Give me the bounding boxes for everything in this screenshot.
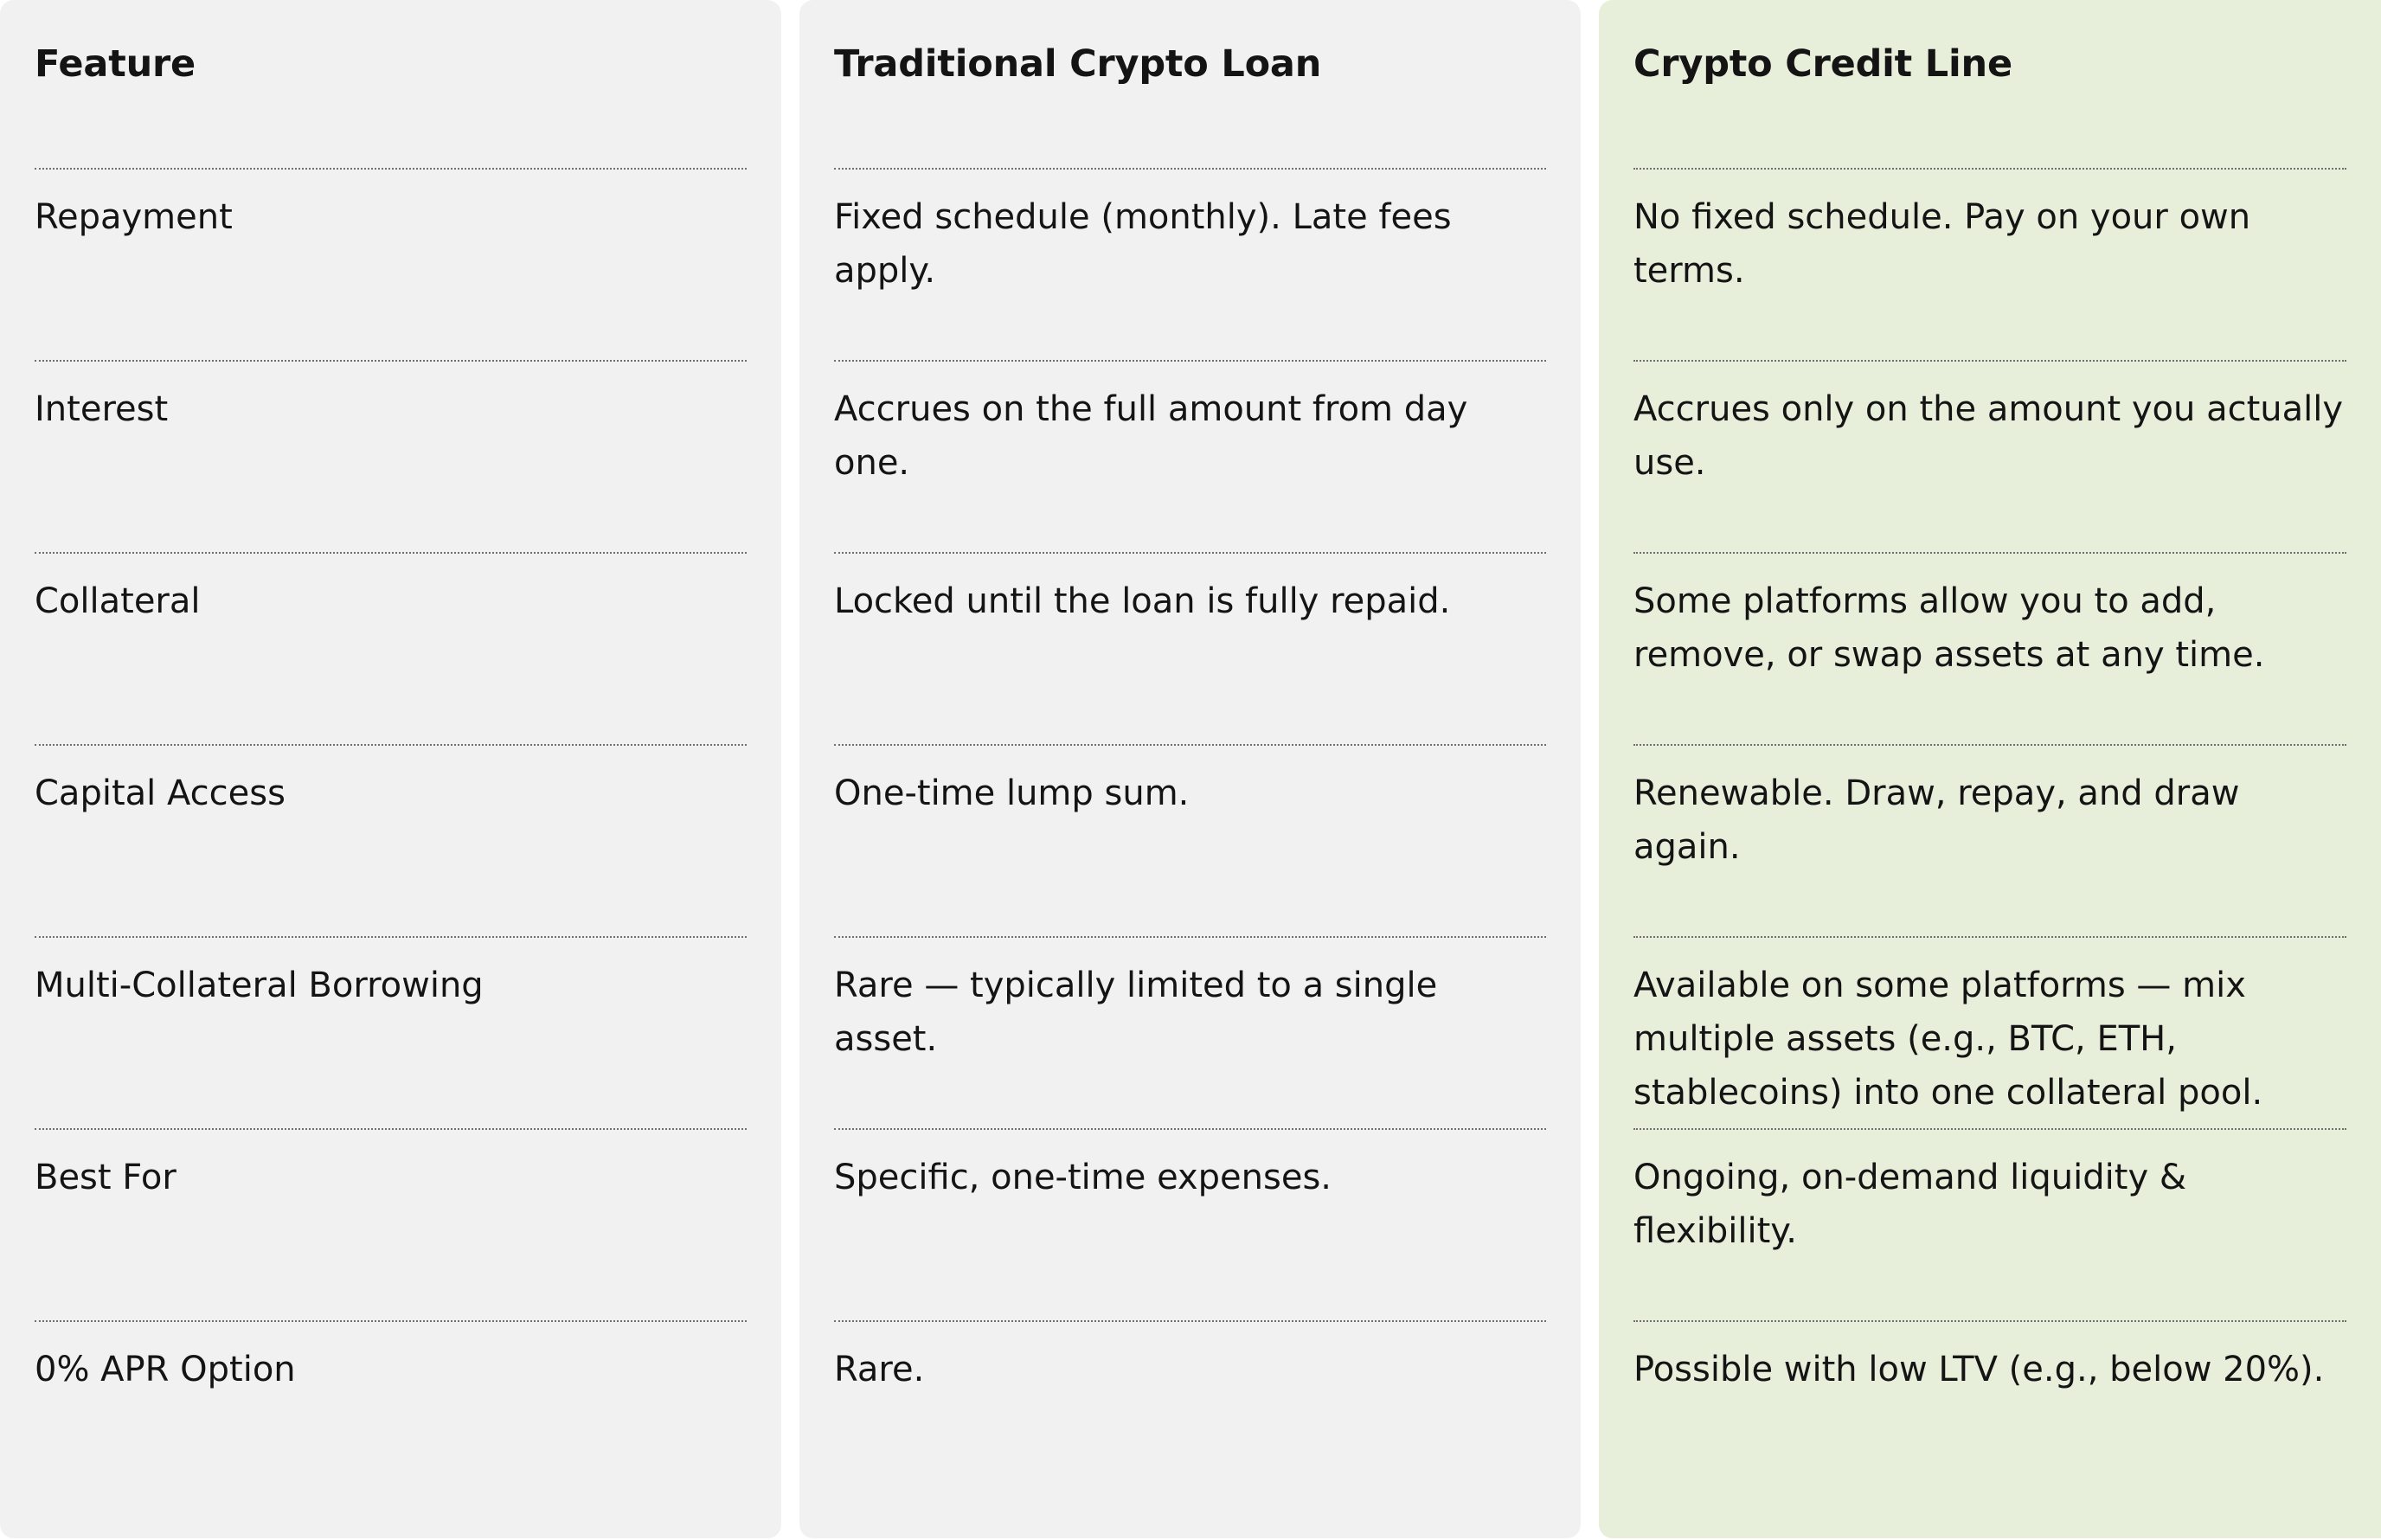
cell-traditional-multi-collateral: Rare — typically limited to a single asset. xyxy=(834,938,1546,1130)
column-header-credit-line: Crypto Credit Line xyxy=(1633,0,2346,170)
cell-feature-apr-option: 0% APR Option xyxy=(35,1350,296,1389)
cell-traditional-repayment: Fixed schedule (monthly). Late fees apply. xyxy=(834,170,1546,362)
credit-line-column xyxy=(1599,0,2381,1538)
cell-feature-collateral: Collateral xyxy=(35,554,747,746)
cell-credit-best-for: Ongoing, on-demand liquidity & flexibility. xyxy=(1633,1130,2346,1322)
cell-credit-apr-option: Possible with low LTV (e.g., below 20%). xyxy=(1633,1350,2325,1389)
cell-feature-best-for: Best For xyxy=(35,1130,747,1322)
cell-credit-multi-collateral: Available on some platforms — mix multiple assets (e.g., BTC, ETH, stablecoins) into one collateral pool. xyxy=(1633,938,2346,1130)
cell-traditional-apr-option: Rare. xyxy=(834,1350,925,1389)
cell-credit-interest: Accrues only on the amount you actually use. xyxy=(1633,362,2346,554)
column-header-feature: Feature xyxy=(35,0,747,170)
feature-column xyxy=(0,0,781,1538)
cell-traditional-collateral: Locked until the loan is fully repaid. xyxy=(834,554,1546,746)
cell-feature-interest: Interest xyxy=(35,362,747,554)
traditional-loan-column xyxy=(799,0,1581,1538)
cell-traditional-interest: Accrues on the full amount from day one. xyxy=(834,362,1546,554)
cell-traditional-best-for: Specific, one-time expenses. xyxy=(834,1130,1546,1322)
cell-credit-collateral: Some platforms allow you to add, remove, or swap assets at any time. xyxy=(1633,554,2346,746)
cell-feature-capital-access: Capital Access xyxy=(35,746,747,938)
cell-credit-repayment: No fixed schedule. Pay on your own terms. xyxy=(1633,170,2346,362)
cell-feature-repayment: Repayment xyxy=(35,170,747,362)
column-header-traditional-loan: Traditional Crypto Loan xyxy=(834,0,1546,170)
cell-credit-capital-access: Renewable. Draw, repay, and draw again. xyxy=(1633,746,2346,938)
cell-feature-multi-collateral: Multi-Collateral Borrowing xyxy=(35,938,747,1130)
cell-traditional-capital-access: One-time lump sum. xyxy=(834,746,1546,938)
